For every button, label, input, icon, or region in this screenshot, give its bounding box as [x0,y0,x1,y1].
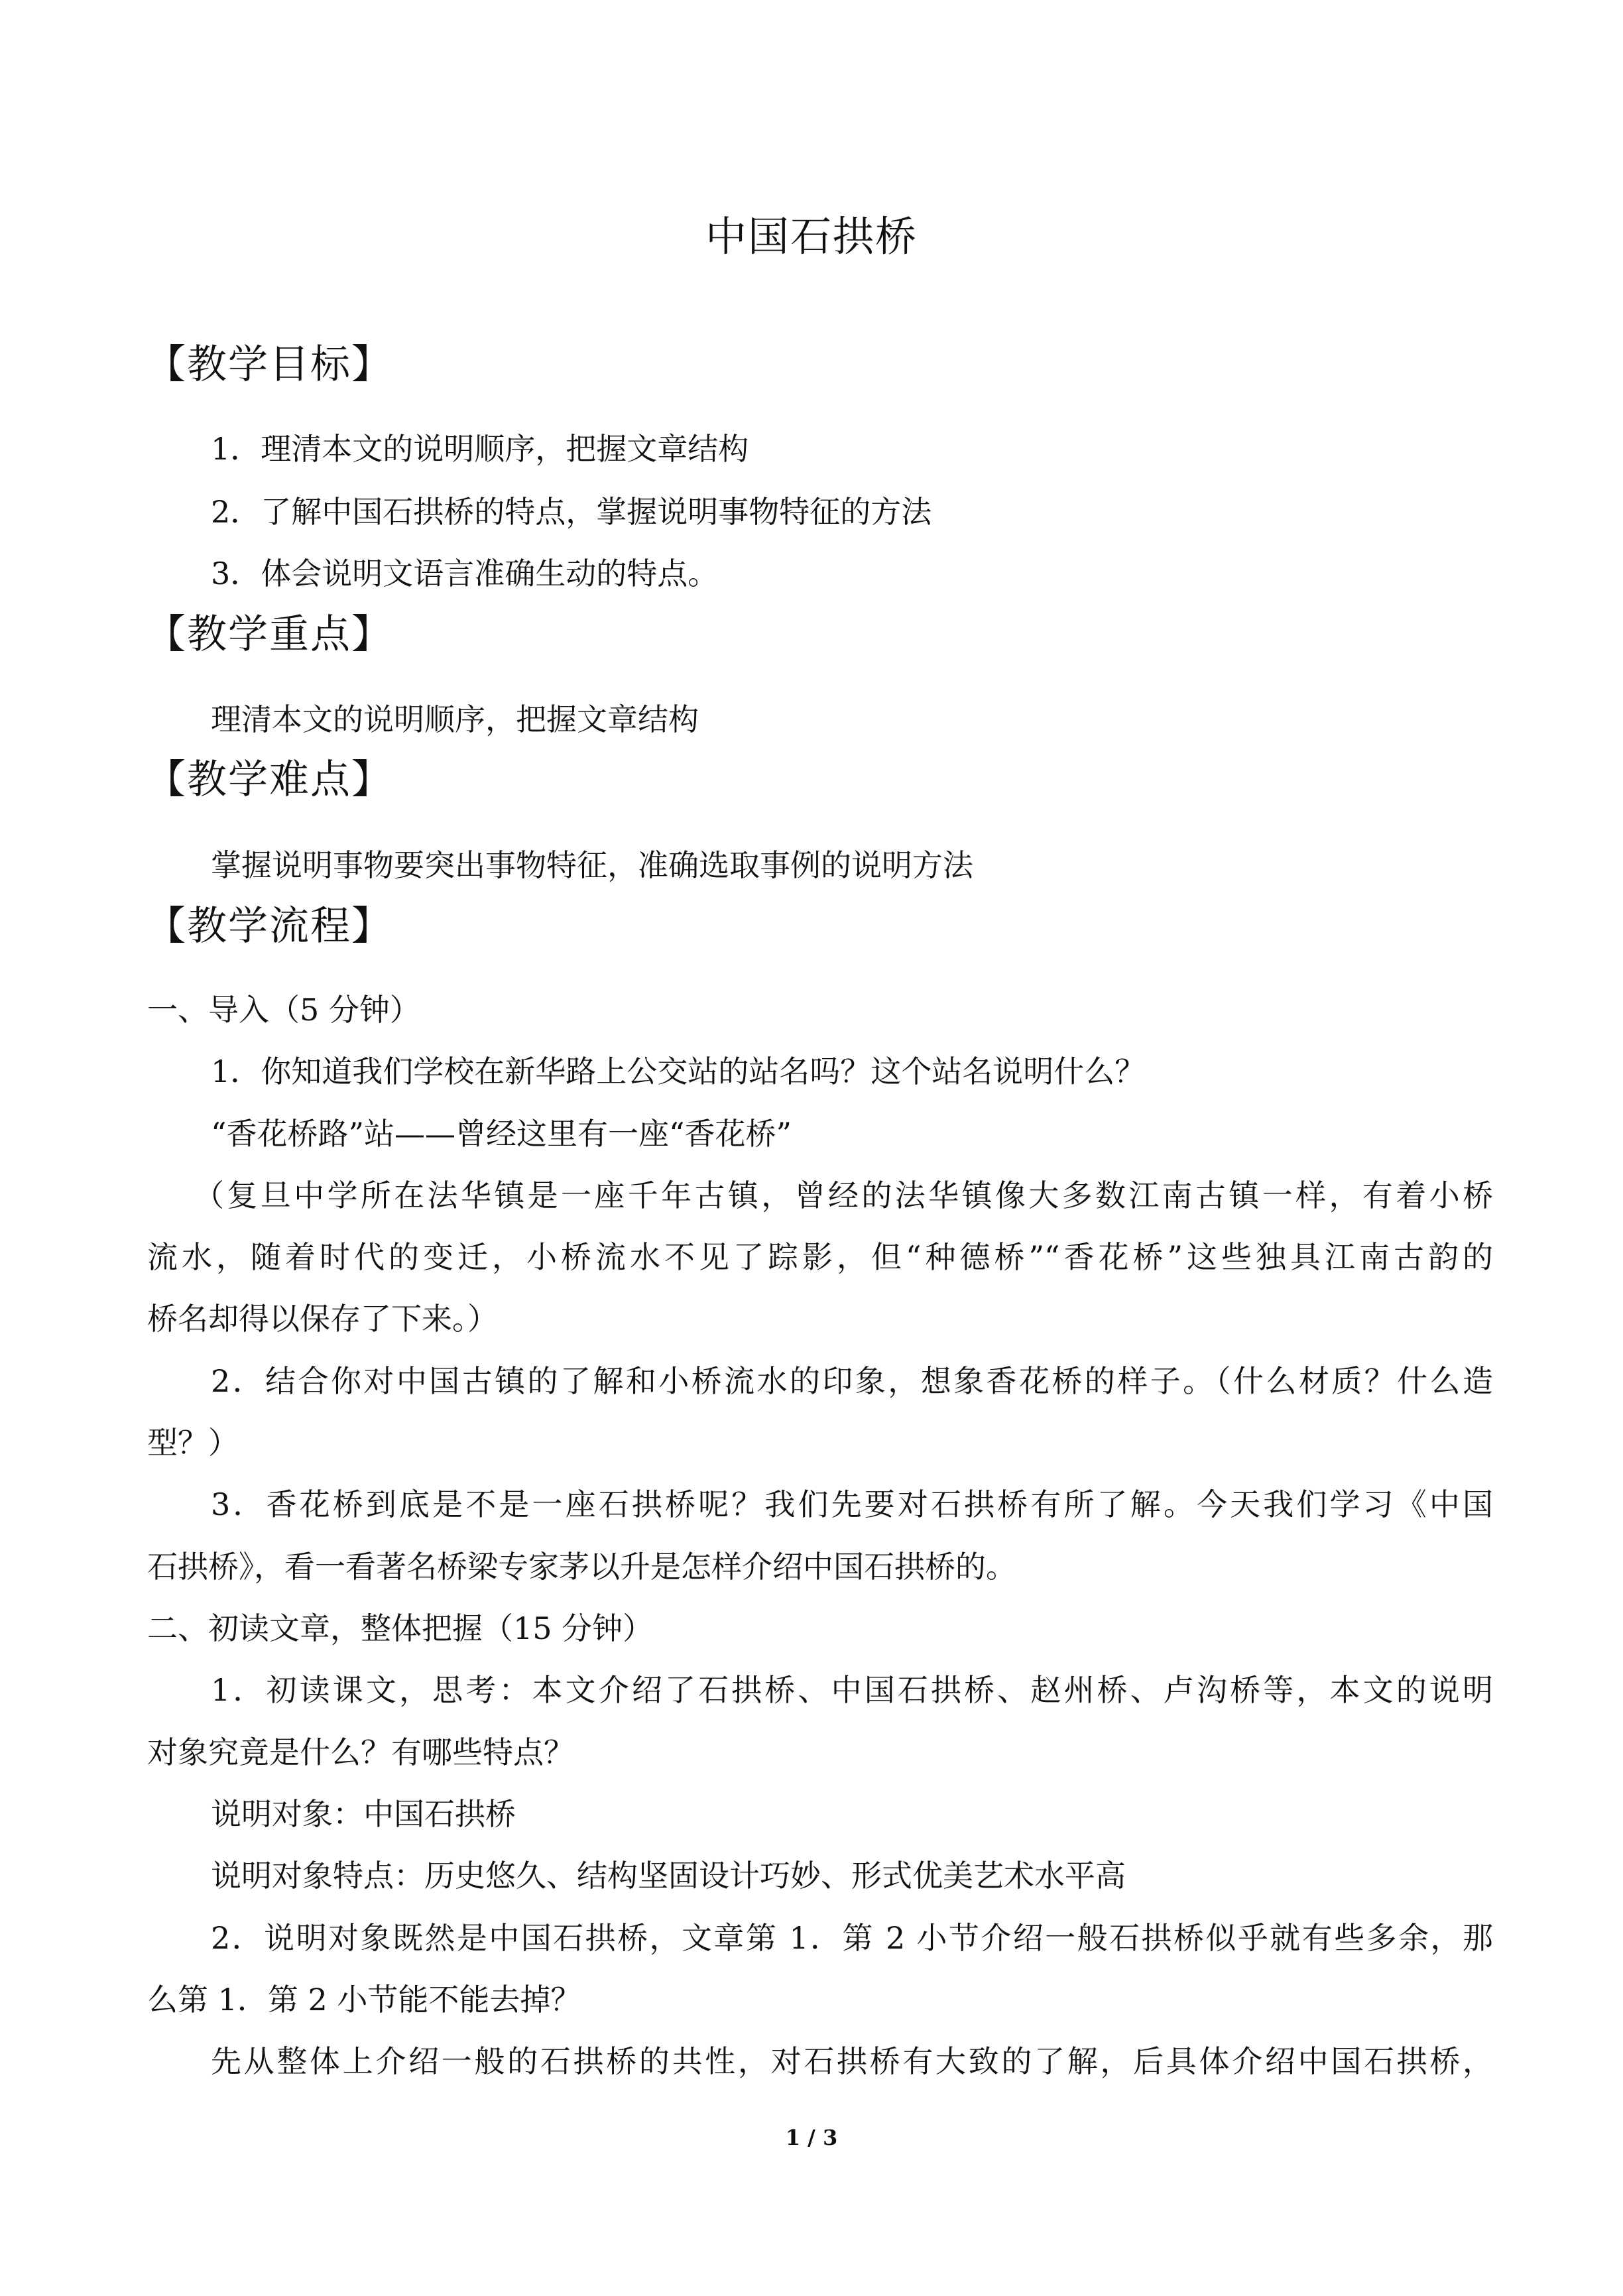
section-1-question-2-line-2: 型？） [147,1425,239,1461]
section-1-note-line-2: 流水，随着时代的变迁，小桥流水不见了踪影，但“种德桥”“香花桥”这些独具江南古韵的 [147,1239,1493,1275]
section-2-question-1-line-1: 1．初读课文，思考：本文介绍了石拱桥、中国石拱桥、赵州桥、卢沟桥等，本文的说明 [211,1672,1493,1708]
page-number: 1 / 3 [785,2125,838,2150]
section-2-question-1-line-2: 对象究竟是什么？有哪些特点？ [147,1734,574,1770]
section-1-question-1: 1．你知道我们学校在新华路上公交站的站名吗？这个站名说明什么？ [211,1054,1146,1089]
section-1-question-3-line-1: 3．香花桥到底是不是一座石拱桥呢？我们先要对石拱桥有所了解。今天我们学习《中国 [211,1486,1493,1522]
section-1-question-3-line-2: 石拱桥》，看一看著名桥梁专家茅以升是怎样介绍中国石拱桥的。 [147,1549,1016,1585]
section-1-note-line-3: 桥名却得以保存了下来。） [147,1301,498,1337]
objective-1: 1．理清本文的说明顺序，把握文章结构 [211,431,749,467]
difficulty-text: 掌握说明事物要突出事物特征，准确选取事例的说明方法 [211,847,973,883]
section-2-question-2-line-2: 么第 1．第 2 小节能不能去掉？ [147,1982,581,2018]
objective-2: 2．了解中国石拱桥的特点，掌握说明事物特征的方法 [211,494,932,530]
objective-3: 3．体会说明文语言准确生动的特点。 [211,556,719,591]
section-2-answer-2: 说明对象特点：历史悠久、结构坚固设计巧妙、形式优美艺术水平高 [211,1858,1126,1894]
heading-process: 【教学流程】 [146,903,392,949]
document-title: 中国石拱桥 [705,212,918,261]
section-2-question-2-line-1: 2．说明对象既然是中国石拱桥，文章第 1．第 2 小节介绍一般石拱桥似乎就有些多余，那 [211,1920,1493,1956]
section-1-heading: 一、导入（5 分钟） [147,992,420,1028]
heading-key-points: 【教学重点】 [146,611,392,658]
heading-objectives: 【教学目标】 [146,341,392,388]
heading-difficulties: 【教学难点】 [146,756,392,803]
key-point-text: 理清本文的说明顺序，把握文章结构 [211,701,699,737]
section-1-answer-1: “香花桥路”站——曾经这里有一座“香花桥” [211,1116,792,1152]
section-2-answer-3: 先从整体上介绍一般的石拱桥的共性，对石拱桥有大致的了解，后具体介绍中国石拱桥， [211,2043,1493,2079]
section-2-answer-1: 说明对象：中国石拱桥 [211,1796,516,1832]
section-1-question-2-line-1: 2．结合你对中国古镇的了解和小桥流水的印象，想象香花桥的样子。（什么材质？什么造 [211,1363,1493,1399]
section-2-heading: 二、初读文章，整体把握（15 分钟） [147,1610,654,1646]
section-1-note-line-1: （复旦中学所在法华镇是一座千年古镇，曾经的法华镇像大多数江南古镇一样，有着小桥 [194,1178,1493,1213]
